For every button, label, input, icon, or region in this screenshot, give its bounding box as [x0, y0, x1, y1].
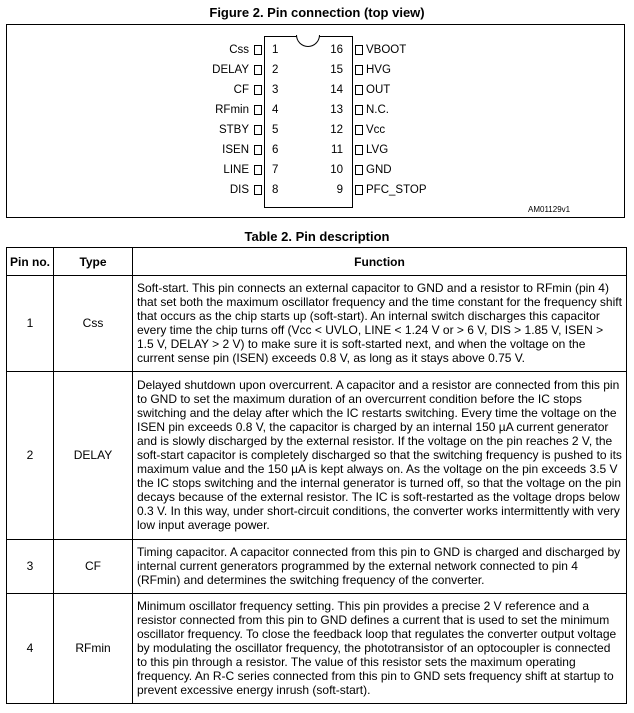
pin-function-cell: Delayed shutdown upon overcurrent. A capacitor and a resistor are connected from this pin to GND to set the maximum duration of an overcurrent condition before the IC stops switching and the delay after which the IC restarts switching. Every time the voltage on the ISEN pin exceeds 0.8 V, the capacitor is charged by an internal 150 µA current generator and is slowly discharged by the external resistor. If the voltage on the pin reaches 2 V, the soft-start capacitor is completely discharged so that the switching frequency is pushed to its maximum value and the 150 µA is kept always on. As the voltage on the pin exceeds 3.5 V the IC stops switching and the internal generator is turned off, so that the voltage on the pin decays because of the external resistor. The IC is soft-restarted as the voltage drops below 0.3 V. In this way, under short-circuit conditions, the converter works intermittently with very low input average power.: [133, 372, 627, 540]
pin-label-right: LVG: [366, 144, 389, 156]
pin-label-left: CF: [233, 84, 249, 96]
pin-label-left: RFmin: [215, 104, 249, 116]
pin-lead-right: [355, 185, 363, 195]
pin-function-cell: Minimum oscillator frequency setting. This pin provides a precise 2 V reference and a resistor connected from this pin to GND defines a current that is used to set the minimum oscillator frequency. To close the feedback loop that regulates the converter output voltage by modulating the oscillator frequency, the phototransistor of an optocoupler is connected to this pin through a resistor. The value of this resistor sets the maximum operating frequency. An R-C series connected from this pin to GND sets frequency shift at startup to prevent excessive energy inrush (soft-start).: [133, 594, 627, 704]
pin-number-left: 2: [272, 64, 279, 76]
pin-number-right: 14: [330, 84, 343, 96]
pin-number-left: 1: [272, 44, 279, 56]
pin-label-left: LINE: [223, 164, 249, 176]
pin-lead-left: [254, 65, 262, 75]
pin-lead-right: [355, 105, 363, 115]
pin-label-left: DIS: [229, 184, 249, 196]
pin-description-table: [6, 247, 627, 704]
pin-label-right: GND: [366, 164, 392, 176]
pin-number-right: 13: [330, 104, 343, 116]
pin-lead-right: [355, 145, 363, 155]
pin-number-left: 3: [272, 84, 279, 96]
pin-label-right: VBOOT: [366, 44, 407, 56]
figure-title: Figure 2. Pin connection (top view): [209, 5, 425, 20]
pin-number-cell: 3: [7, 540, 54, 594]
pin-lead-right: [355, 65, 363, 75]
table-title: Table 2. Pin description: [244, 229, 390, 244]
table-row: [7, 276, 627, 372]
pin-number-right: 16: [330, 44, 343, 56]
pin-number-right: 15: [330, 64, 343, 76]
pin-function-cell: Timing capacitor. A capacitor connected from this pin to GND is charged and discharged by internal current generators programmed by the external network connected to pin 4 (RFmin) and determines the switching frequency of the converter.: [133, 540, 627, 594]
table-header-row: [7, 248, 627, 276]
pin-lead-left: [254, 45, 262, 55]
pin-number-left: 5: [272, 124, 279, 136]
figure-code: AM01129v1: [528, 205, 571, 214]
pin-label-right: N.C.: [366, 104, 389, 116]
pin-number-left: 8: [272, 184, 279, 196]
pin-number-cell: 4: [7, 594, 54, 704]
pin-label-left: ISEN: [222, 144, 249, 156]
header-type: Type: [54, 248, 133, 276]
pin-label-left: Css: [229, 44, 249, 56]
pin-label-left: DELAY: [212, 64, 249, 76]
pin-type-cell: RFmin: [54, 594, 133, 704]
pin-label-right: Vcc: [366, 124, 386, 136]
pin-number-right: 10: [330, 164, 343, 176]
pin-number-left: 6: [272, 144, 279, 156]
pin-type-cell: CF: [54, 540, 133, 594]
pin-type-cell: Css: [54, 276, 133, 372]
pin-number-right: 11: [331, 144, 343, 156]
pin-number-right: 9: [336, 184, 343, 196]
pin-type-cell: DELAY: [54, 372, 133, 540]
pin-number-left: 4: [272, 104, 279, 116]
pin-number-cell: 1: [7, 276, 54, 372]
pin-number-right: 12: [330, 124, 343, 136]
pin-lead-right: [355, 45, 363, 55]
pin-lead-right: [355, 165, 363, 175]
table-row: [7, 540, 627, 594]
table-row: [7, 372, 627, 540]
pin-lead-left: [254, 105, 262, 115]
pin-label-left: STBY: [218, 124, 249, 136]
header-pin-no: Pin no.: [7, 248, 54, 276]
pin-lead-left: [254, 165, 262, 175]
pin-label-right: HVG: [366, 64, 391, 76]
pin-lead-left: [254, 85, 262, 95]
pin-lead-left: [254, 145, 262, 155]
pin-label-right: PFC_STOP: [366, 184, 427, 196]
pin-lead-left: [254, 185, 262, 195]
pin-function-cell: Soft-start. This pin connects an external capacitor to GND and a resistor to RFmin (pin 4) that set both the maximum oscillator frequency and the time constant for the frequency shift that occurs as the chip starts up (soft-start). An internal switch discharges this capacitor every time the chip turns off (Vcc < UVLO, LINE < 1.24 V or > 6 V, DIS > 1.85 V, ISEN > 1.5 V, DELAY > 2 V) to make sure it is soft-started next, and when the voltage on the current sense pin (ISEN) exceeds 0.8 V, as long as it stays above 0.75 V.: [133, 276, 627, 372]
table-row: [7, 594, 627, 704]
pin-lead-right: [355, 125, 363, 135]
pin-number-left: 7: [272, 164, 279, 176]
pin-number-cell: 2: [7, 372, 54, 540]
pin-label-right: OUT: [366, 84, 391, 96]
header-function: Function: [133, 248, 627, 276]
pin-lead-left: [254, 125, 262, 135]
pin-lead-right: [355, 85, 363, 95]
